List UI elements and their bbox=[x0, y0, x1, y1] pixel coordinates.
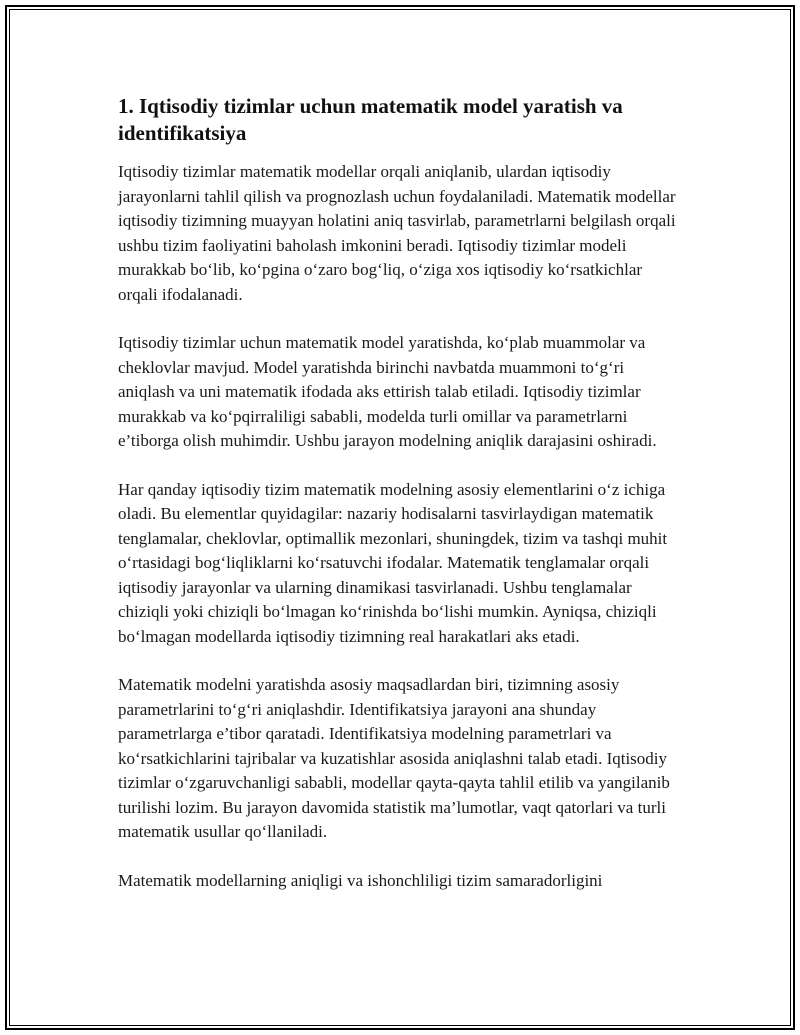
paragraph-1: Iqtisodiy tizimlar matematik modellar orqali aniqlanib, ulardan iqtisodiy jarayonlarni tahlil qilish va prognozlash uchun foydalaniladi. Matematik modellar iqtisodiy tizimning muayyan holatini aniq tasvirlab, parametrlarni belgilash orqali ushbu tizim faoliyatini baholash imkonini beradi. Iqtisodiy tizimlar modeli murakkab bo‘lib, ko‘pgina o‘zaro bog‘liq, o‘ziga xos iqtisodiy ko‘rsatkichlar orqali ifodalanadi. bbox=[118, 162, 676, 304]
document-body bbox=[118, 93, 678, 917]
paragraph-5: Matematik modellarning aniqligi va ishonchliligi tizim samaradorligini bbox=[118, 870, 603, 890]
paragraph-3: Har qanday iqtisodiy tizim matematik modelning asosiy elementlarini o‘z ichiga oladi. Bu elementlar quyidagilar: nazariy hodisalarni tasvirlaydigan matematik tenglamalar, cheklovlar, optimallik mezonlari, shuningdek, tizim va tashqi muhit o‘rtasidagi bog‘liqliklarni ko‘rsatuvchi ifodalar. Matematik tenglamalar orqali iqtisodiy jarayonlar va ularning dinamikasi tasvirlanadi. Ushbu tenglamalar chiziqli yoki chiziqli bo‘lmagan ko‘rinishda bo‘lishi mumkin. Ayniqsa, chiziqli bo‘lmagan modellarda iqtisodiy tizimning real harakatlari aks etadi. bbox=[118, 479, 668, 646]
paragraph-2: Iqtisodiy tizimlar uchun matematik model yaratishda, ko‘plab muammolar va cheklovlar mavjud. Model yaratishda birinchi navbatda muammoni to‘g‘ri aniqlash va uni matematik ifodada aks ettirish talab etiladi. Iqtisodiy tizimlar murakkab va ko‘pqirraliligi sababli, modelda turli omillar va parametrlarni e’tiborga olish muhimdir. Ushbu jarayon modelning aniqlik darajasini oshiradi. bbox=[118, 333, 657, 450]
section-heading: 1. Iqtisodiy tizimlar uchun matematik model yaratish va identifikatsiya bbox=[118, 94, 623, 145]
paragraph-4: Matematik modelni yaratishda asosiy maqsadlardan biri, tizimning asosiy parametrlarini to‘g‘ri aniqlashdir. Identifikatsiya jarayoni ana shunday parametrlarga e’tibor qaratadi. Identifikatsiya modelning parametrlari va ko‘rsatkichlarini tajribalar va kuzatishlar asosida aniqlashni talab etadi. Iqtisodiy tizimlar o‘zgaruvchanligi sababli, modellar qayta-qayta tahlil etilib va yangilanib turilishi lozim. Bu jarayon davomida statistik ma’lumotlar, vaqt qatorlari va turli matematik usullar qo‘llaniladi. bbox=[118, 675, 670, 841]
